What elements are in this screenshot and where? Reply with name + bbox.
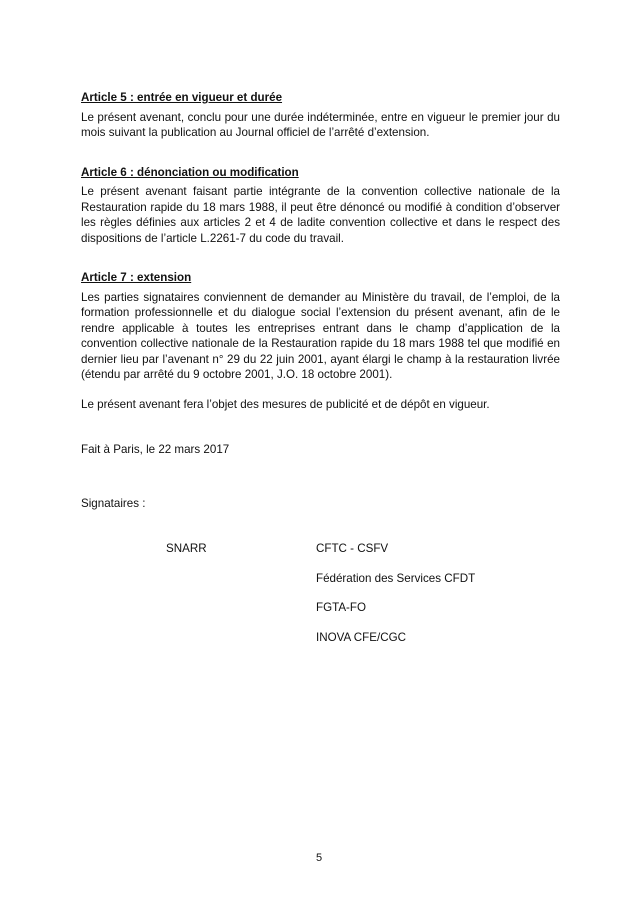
article-6-section xyxy=(81,165,560,247)
signatory-union: CFTC - CSFV xyxy=(316,542,389,555)
document-body xyxy=(81,90,560,436)
article-7-title: Article 7 : extension xyxy=(81,271,192,284)
article-5-text: Le présent avenant, conclu pour une durée indéterminée, entre en vigueur le premier jour du mois suivant la publication au Journal officiel de l’arrêté d’extension. xyxy=(81,110,560,139)
page-number: 5 xyxy=(315,852,323,864)
signatory-unions xyxy=(316,541,475,659)
article-7-section xyxy=(81,270,560,412)
article-6-title: Article 6 : dénonciation ou modification xyxy=(81,165,299,179)
article-5-title: Article 5 : entrée en vigueur et durée xyxy=(81,91,283,104)
signatory-union: Fédération des Services CFDT xyxy=(316,571,476,585)
article-6-text: Le présent avenant faisant partie intégrante de la convention collective nationale de la Restauration rapide du 18 mars 1988, il peut être dénoncé ou modifié à condition d’observer les règles définies aux articles 2 et 4 de ladite convention collective et dans le respect des dispositions de l’article L.2261-7 du code du travail. xyxy=(81,185,560,245)
place-and-date: Fait à Paris, le 22 mars 2017 xyxy=(81,443,230,456)
signatory-union: FGTA-FO xyxy=(316,601,367,614)
signatories-label: Signataires : xyxy=(81,497,146,510)
article-5-section xyxy=(81,90,560,141)
signatory-employer: SNARR xyxy=(166,542,207,555)
article-7-closing: Le présent avenant fera l’objet des mesures de publicité et de dépôt en vigueur. xyxy=(81,397,490,411)
signatory-union: INOVA CFE/CGC xyxy=(316,630,406,644)
article-7-text: Les parties signataires conviennent de demander au Ministère du travail, de l’emploi, de la formation professionnelle et du dialogue social l’extension du présent avenant, afin de le rendre applicable à toutes les entreprises entrant dans le champ d’application de la convention collective nationale de la Restauration rapide du 18 mars 1988 tel que modifié en dernier lieu par l’avenant n° 29 du 22 juin 2001, ayant élargi le champ à la restauration livrée (étendu par arrêté du 9 octobre 2001, J.O. 18 octobre 2001). xyxy=(81,290,560,381)
